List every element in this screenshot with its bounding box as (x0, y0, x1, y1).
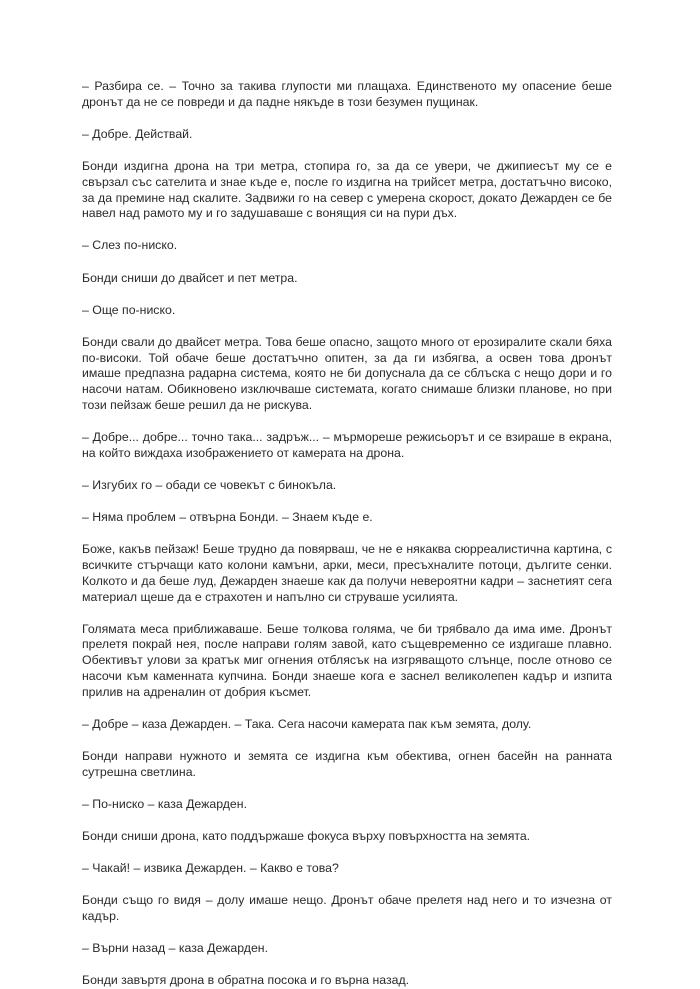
paragraph: – По-ниско – каза Дежарден. (82, 796, 247, 811)
paragraph: Бонди направи нужното и земята се издигна към обектива, огнен басейн на ранната сутрешна светлина. (82, 748, 612, 779)
paragraph: Боже, какъв пейзаж! Беше трудно да повярваш, че не е някаква сюрреалистична картина, с всичките стърчащи като колони камъни, арки, меси, пресъхналите потоци, дългите сенки. Колкото и да беше луд, Дежарден знаеше как да получи невероятни кадри – заснетият сега материал щеше да е страхотен и напълно си струваше усилията. (82, 542, 612, 604)
paragraph: Бонди сниши дрона, като поддържаше фокуса върху повърхността на земята. (82, 828, 531, 843)
paragraph: – Добре – каза Дежарден. – Така. Сега насочи камерата пак към земята, долу. (82, 716, 532, 731)
paragraph: Бонди издигна дрона на три метра, стопира го, за да се увери, че джипиесът му се е свързал със сателита и знае къде е, после го издигна на трийсет метра, достатъчно високо, за да премине над скалите. Задвижи го на север с умерена скорост, докато Дежарден се бе навел над рамото му и го задушаваше с вонящия си на пури дъх. (82, 158, 612, 221)
paragraph: Голямата меса приближаваше. Беше толкова голяма, че би трябвало да има име. Дронът прелетя покрай нея, после направи голям завой, като същевременно се издигаше плавно. Обективът улови за кратък миг огнения отблясък на изгряващото слънце, после отново се насочи към каменната купчина. Бонди знаеше кога е заснел великолепен кадър и изпита прилив на адреналин от добрия късмет. (82, 621, 612, 699)
body-text (82, 79, 612, 989)
paragraph: – Изгубих го – обади се човекът с бинокъла. (82, 477, 337, 492)
paragraph: – Върни назад – каза Дежарден. (82, 941, 268, 956)
paragraph: Бонди сниши до двайсет и пет метра. (82, 270, 298, 285)
paragraph: – Няма проблем – отвърна Бонди. – Знаем къде е. (82, 510, 373, 525)
paragraph: – Разбира се. – Точно за такива глупости ми плащаха. Единственото му опасение беше дронът да не се повреди и да падне някъде в този безумен пущинак. (82, 79, 612, 109)
paragraph: – Чакай! – извика Дежарден. – Какво е това? (82, 861, 339, 876)
paragraph: – Добре... добре... точно така... задръж... – мърмореше режисьорът и се взираше в екрана, на който виждаха изображението от камерата на дрона. (82, 430, 612, 460)
paragraph: – Още по-ниско. (82, 302, 176, 317)
paragraph: Бонди също го видя – долу имаше нещо. Дронът обаче прелетя над него и то изчезна от кадър. (82, 893, 612, 923)
paragraph: Бонди завъртя дрона в обратна посока и го върна назад. (82, 973, 410, 988)
paragraph: – Слез по-ниско. (82, 238, 178, 253)
paragraph: – Добре. Действай. (82, 126, 193, 141)
paragraph: Бонди свали до двайсет метра. Това беше опасно, защото много от ерозиралите скали бяха по-високи. Той обаче беше достатъчно опитен, за да ги избягва, а освен това дронът имаше предпазна радарна система, която не би допуснала да се сблъска с нещо дори и го насочи натам. Обикновено изключваше системата, когато снимаше близки планове, но при този пейзаж беше решил да не рискува. (82, 334, 612, 412)
